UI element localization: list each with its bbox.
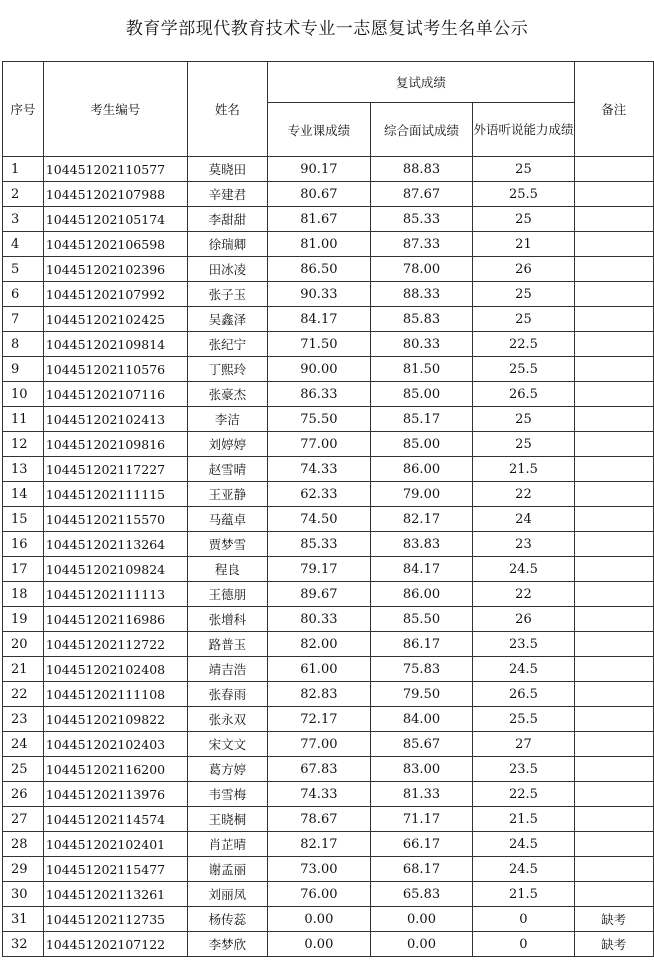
cell-interview-score: 84.17 xyxy=(370,557,473,582)
cell-language-score: 25.5 xyxy=(473,182,574,207)
cell-major-score: 71.50 xyxy=(268,332,371,357)
cell-language-score: 24 xyxy=(473,507,574,532)
cell-language-score: 27 xyxy=(473,732,574,757)
table-row xyxy=(3,357,654,382)
cell-major-score: 75.50 xyxy=(268,407,371,432)
cell-interview-score: 85.50 xyxy=(370,607,473,632)
cell-major-score: 81.00 xyxy=(268,232,371,257)
cell-language-score: 25 xyxy=(473,157,574,182)
cell-interview-score: 80.33 xyxy=(370,332,473,357)
header-no: 序号 xyxy=(3,62,44,157)
cell-interview-score: 71.17 xyxy=(370,807,473,832)
cell-no: 15 xyxy=(3,507,44,532)
cell-language-score: 22.5 xyxy=(473,782,574,807)
candidate-table xyxy=(2,61,654,957)
cell-candidate-id: 104451202102408 xyxy=(43,657,187,682)
cell-name: 张增科 xyxy=(187,607,268,632)
cell-name: 吴鑫泽 xyxy=(187,307,268,332)
cell-no: 25 xyxy=(3,757,44,782)
table-row xyxy=(3,557,654,582)
cell-candidate-id: 104451202111113 xyxy=(43,582,187,607)
cell-no: 1 xyxy=(3,157,44,182)
cell-note xyxy=(574,782,653,807)
cell-no: 3 xyxy=(3,207,44,232)
cell-candidate-id: 104451202111115 xyxy=(43,482,187,507)
table-row xyxy=(3,607,654,632)
cell-language-score: 25.5 xyxy=(473,707,574,732)
cell-no: 22 xyxy=(3,682,44,707)
cell-interview-score: 87.67 xyxy=(370,182,473,207)
table-row xyxy=(3,157,654,182)
cell-language-score: 23 xyxy=(473,532,574,557)
cell-language-score: 25 xyxy=(473,407,574,432)
cell-note xyxy=(574,657,653,682)
cell-interview-score: 87.33 xyxy=(370,232,473,257)
table-row xyxy=(3,807,654,832)
table-row xyxy=(3,882,654,907)
cell-candidate-id: 104451202110576 xyxy=(43,357,187,382)
table-row xyxy=(3,532,654,557)
cell-major-score: 61.00 xyxy=(268,657,371,682)
cell-major-score: 84.17 xyxy=(268,307,371,332)
cell-no: 13 xyxy=(3,457,44,482)
cell-name: 徐瑞卿 xyxy=(187,232,268,257)
cell-major-score: 73.00 xyxy=(268,857,371,882)
header-name: 姓名 xyxy=(187,62,268,157)
table-row xyxy=(3,582,654,607)
cell-major-score: 0.00 xyxy=(268,907,371,932)
cell-no: 18 xyxy=(3,582,44,607)
header-group: 复试成绩 xyxy=(268,62,574,103)
cell-major-score: 80.33 xyxy=(268,607,371,632)
table-row xyxy=(3,832,654,857)
table-row xyxy=(3,332,654,357)
cell-interview-score: 82.17 xyxy=(370,507,473,532)
cell-no: 23 xyxy=(3,707,44,732)
cell-no: 12 xyxy=(3,432,44,457)
cell-major-score: 81.67 xyxy=(268,207,371,232)
table-row xyxy=(3,282,654,307)
cell-major-score: 82.00 xyxy=(268,632,371,657)
cell-name: 田冰凌 xyxy=(187,257,268,282)
cell-candidate-id: 104451202115477 xyxy=(43,857,187,882)
cell-no: 19 xyxy=(3,607,44,632)
cell-note xyxy=(574,557,653,582)
cell-candidate-id: 104451202102403 xyxy=(43,732,187,757)
cell-note xyxy=(574,832,653,857)
cell-language-score: 25 xyxy=(473,207,574,232)
cell-note xyxy=(574,732,653,757)
cell-note: 缺考 xyxy=(574,907,653,932)
cell-name: 路普玉 xyxy=(187,632,268,657)
cell-note xyxy=(574,632,653,657)
cell-language-score: 21.5 xyxy=(473,882,574,907)
cell-interview-score: 85.00 xyxy=(370,382,473,407)
cell-candidate-id: 104451202113264 xyxy=(43,532,187,557)
table-row xyxy=(3,507,654,532)
table-row xyxy=(3,932,654,957)
cell-name: 程良 xyxy=(187,557,268,582)
cell-name: 张永双 xyxy=(187,707,268,732)
cell-no: 26 xyxy=(3,782,44,807)
cell-no: 27 xyxy=(3,807,44,832)
cell-note xyxy=(574,482,653,507)
cell-language-score: 22 xyxy=(473,582,574,607)
cell-candidate-id: 104451202110577 xyxy=(43,157,187,182)
table-row xyxy=(3,407,654,432)
cell-name: 李梦欣 xyxy=(187,932,268,957)
cell-note xyxy=(574,532,653,557)
cell-language-score: 21.5 xyxy=(473,807,574,832)
cell-no: 21 xyxy=(3,657,44,682)
cell-name: 李洁 xyxy=(187,407,268,432)
cell-name: 谢孟丽 xyxy=(187,857,268,882)
cell-no: 14 xyxy=(3,482,44,507)
cell-interview-score: 86.00 xyxy=(370,582,473,607)
cell-name: 刘丽凤 xyxy=(187,882,268,907)
cell-language-score: 26 xyxy=(473,257,574,282)
cell-language-score: 26.5 xyxy=(473,682,574,707)
table-row xyxy=(3,432,654,457)
cell-language-score: 22.5 xyxy=(473,332,574,357)
cell-language-score: 25 xyxy=(473,307,574,332)
cell-major-score: 0.00 xyxy=(268,932,371,957)
cell-no: 24 xyxy=(3,732,44,757)
cell-no: 28 xyxy=(3,832,44,857)
cell-note xyxy=(574,307,653,332)
cell-interview-score: 0.00 xyxy=(370,907,473,932)
cell-name: 李甜甜 xyxy=(187,207,268,232)
cell-no: 8 xyxy=(3,332,44,357)
table-row xyxy=(3,182,654,207)
cell-language-score: 21 xyxy=(473,232,574,257)
cell-candidate-id: 104451202111108 xyxy=(43,682,187,707)
cell-language-score: 23.5 xyxy=(473,757,574,782)
table-row xyxy=(3,632,654,657)
cell-note xyxy=(574,157,653,182)
cell-language-score: 25 xyxy=(473,282,574,307)
cell-name: 张豪杰 xyxy=(187,382,268,407)
cell-major-score: 86.50 xyxy=(268,257,371,282)
cell-interview-score: 81.33 xyxy=(370,782,473,807)
cell-major-score: 77.00 xyxy=(268,732,371,757)
cell-note xyxy=(574,182,653,207)
cell-candidate-id: 104451202109822 xyxy=(43,707,187,732)
cell-candidate-id: 104451202102413 xyxy=(43,407,187,432)
cell-major-score: 77.00 xyxy=(268,432,371,457)
table-row xyxy=(3,857,654,882)
header-language: 外语听说能力成绩 xyxy=(473,103,574,157)
cell-interview-score: 68.17 xyxy=(370,857,473,882)
cell-interview-score: 86.17 xyxy=(370,632,473,657)
cell-candidate-id: 104451202115570 xyxy=(43,507,187,532)
cell-name: 张子玉 xyxy=(187,282,268,307)
table-row xyxy=(3,232,654,257)
table-row xyxy=(3,657,654,682)
cell-name: 肖芷晴 xyxy=(187,832,268,857)
cell-name: 张春雨 xyxy=(187,682,268,707)
cell-interview-score: 79.00 xyxy=(370,482,473,507)
cell-name: 靖吉浩 xyxy=(187,657,268,682)
cell-note xyxy=(574,432,653,457)
table-row xyxy=(3,457,654,482)
header-note: 备注 xyxy=(574,62,653,157)
cell-no: 4 xyxy=(3,232,44,257)
cell-major-score: 74.33 xyxy=(268,782,371,807)
cell-major-score: 67.83 xyxy=(268,757,371,782)
cell-language-score: 21.5 xyxy=(473,457,574,482)
cell-interview-score: 66.17 xyxy=(370,832,473,857)
table-row xyxy=(3,207,654,232)
cell-candidate-id: 104451202105174 xyxy=(43,207,187,232)
cell-major-score: 79.17 xyxy=(268,557,371,582)
cell-no: 16 xyxy=(3,532,44,557)
cell-note xyxy=(574,407,653,432)
cell-major-score: 72.17 xyxy=(268,707,371,732)
cell-interview-score: 85.33 xyxy=(370,207,473,232)
cell-candidate-id: 104451202102425 xyxy=(43,307,187,332)
cell-name: 杨传蕊 xyxy=(187,907,268,932)
cell-major-score: 82.17 xyxy=(268,832,371,857)
cell-name: 宋文文 xyxy=(187,732,268,757)
cell-interview-score: 75.83 xyxy=(370,657,473,682)
cell-candidate-id: 104451202116986 xyxy=(43,607,187,632)
cell-note xyxy=(574,582,653,607)
cell-candidate-id: 104451202102401 xyxy=(43,832,187,857)
table-row xyxy=(3,482,654,507)
cell-no: 30 xyxy=(3,882,44,907)
cell-note xyxy=(574,682,653,707)
cell-interview-score: 88.83 xyxy=(370,157,473,182)
cell-note xyxy=(574,607,653,632)
table-row xyxy=(3,307,654,332)
cell-interview-score: 78.00 xyxy=(370,257,473,282)
cell-name: 张纪宁 xyxy=(187,332,268,357)
cell-language-score: 26.5 xyxy=(473,382,574,407)
cell-candidate-id: 104451202102396 xyxy=(43,257,187,282)
cell-language-score: 0 xyxy=(473,907,574,932)
cell-language-score: 23.5 xyxy=(473,632,574,657)
cell-major-score: 74.50 xyxy=(268,507,371,532)
table-row xyxy=(3,732,654,757)
cell-no: 10 xyxy=(3,382,44,407)
table-row xyxy=(3,782,654,807)
table-body xyxy=(3,157,654,957)
header-major: 专业课成绩 xyxy=(268,103,371,157)
cell-no: 6 xyxy=(3,282,44,307)
cell-no: 7 xyxy=(3,307,44,332)
cell-candidate-id: 104451202117227 xyxy=(43,457,187,482)
cell-candidate-id: 104451202109816 xyxy=(43,432,187,457)
table-row xyxy=(3,707,654,732)
cell-language-score: 24.5 xyxy=(473,657,574,682)
cell-note xyxy=(574,807,653,832)
cell-interview-score: 85.67 xyxy=(370,732,473,757)
cell-note xyxy=(574,232,653,257)
cell-major-score: 90.33 xyxy=(268,282,371,307)
cell-note xyxy=(574,507,653,532)
cell-major-score: 80.67 xyxy=(268,182,371,207)
cell-note: 缺考 xyxy=(574,932,653,957)
cell-language-score: 24.5 xyxy=(473,832,574,857)
cell-no: 9 xyxy=(3,357,44,382)
cell-candidate-id: 104451202113976 xyxy=(43,782,187,807)
cell-candidate-id: 104451202109814 xyxy=(43,332,187,357)
cell-candidate-id: 104451202113261 xyxy=(43,882,187,907)
cell-candidate-id: 104451202106598 xyxy=(43,232,187,257)
cell-interview-score: 81.50 xyxy=(370,357,473,382)
cell-no: 5 xyxy=(3,257,44,282)
cell-name: 王亚静 xyxy=(187,482,268,507)
cell-major-score: 85.33 xyxy=(268,532,371,557)
cell-note xyxy=(574,757,653,782)
cell-interview-score: 65.83 xyxy=(370,882,473,907)
cell-no: 32 xyxy=(3,932,44,957)
cell-candidate-id: 104451202112722 xyxy=(43,632,187,657)
cell-note xyxy=(574,882,653,907)
cell-note xyxy=(574,857,653,882)
cell-interview-score: 85.83 xyxy=(370,307,473,332)
cell-major-score: 76.00 xyxy=(268,882,371,907)
cell-name: 贾梦雪 xyxy=(187,532,268,557)
cell-major-score: 90.00 xyxy=(268,357,371,382)
cell-major-score: 89.67 xyxy=(268,582,371,607)
cell-candidate-id: 104451202109824 xyxy=(43,557,187,582)
table-row xyxy=(3,382,654,407)
cell-name: 王德朋 xyxy=(187,582,268,607)
cell-note xyxy=(574,332,653,357)
cell-name: 葛方婷 xyxy=(187,757,268,782)
cell-language-score: 24.5 xyxy=(473,857,574,882)
cell-major-score: 62.33 xyxy=(268,482,371,507)
cell-note xyxy=(574,282,653,307)
cell-language-score: 25 xyxy=(473,432,574,457)
cell-name: 韦雪梅 xyxy=(187,782,268,807)
cell-major-score: 74.33 xyxy=(268,457,371,482)
cell-note xyxy=(574,357,653,382)
cell-interview-score: 83.00 xyxy=(370,757,473,782)
cell-candidate-id: 104451202107988 xyxy=(43,182,187,207)
cell-candidate-id: 104451202107992 xyxy=(43,282,187,307)
cell-no: 31 xyxy=(3,907,44,932)
cell-language-score: 26 xyxy=(473,607,574,632)
cell-name: 刘婷婷 xyxy=(187,432,268,457)
cell-interview-score: 83.83 xyxy=(370,532,473,557)
cell-candidate-id: 104451202112735 xyxy=(43,907,187,932)
cell-name: 马蕴卓 xyxy=(187,507,268,532)
cell-candidate-id: 104451202107122 xyxy=(43,932,187,957)
cell-major-score: 78.67 xyxy=(268,807,371,832)
cell-name: 王晓桐 xyxy=(187,807,268,832)
cell-name: 丁熙玲 xyxy=(187,357,268,382)
cell-note xyxy=(574,257,653,282)
cell-note xyxy=(574,457,653,482)
page-title: 教育学部现代教育技术专业一志愿复试考生名单公示 xyxy=(125,19,529,39)
cell-name: 赵雪晴 xyxy=(187,457,268,482)
cell-language-score: 24.5 xyxy=(473,557,574,582)
cell-note xyxy=(574,382,653,407)
table-row xyxy=(3,757,654,782)
cell-language-score: 25.5 xyxy=(473,357,574,382)
cell-interview-score: 79.50 xyxy=(370,682,473,707)
cell-no: 11 xyxy=(3,407,44,432)
cell-major-score: 82.83 xyxy=(268,682,371,707)
cell-no: 17 xyxy=(3,557,44,582)
cell-candidate-id: 104451202114574 xyxy=(43,807,187,832)
table-row xyxy=(3,257,654,282)
cell-note xyxy=(574,707,653,732)
cell-interview-score: 88.33 xyxy=(370,282,473,307)
cell-candidate-id: 104451202116200 xyxy=(43,757,187,782)
cell-interview-score: 0.00 xyxy=(370,932,473,957)
cell-interview-score: 86.00 xyxy=(370,457,473,482)
table-row xyxy=(3,682,654,707)
cell-note xyxy=(574,207,653,232)
header-interview: 综合面试成绩 xyxy=(370,103,473,157)
cell-interview-score: 84.00 xyxy=(370,707,473,732)
cell-no: 2 xyxy=(3,182,44,207)
cell-language-score: 22 xyxy=(473,482,574,507)
cell-no: 29 xyxy=(3,857,44,882)
cell-no: 20 xyxy=(3,632,44,657)
cell-interview-score: 85.17 xyxy=(370,407,473,432)
cell-candidate-id: 104451202107116 xyxy=(43,382,187,407)
cell-interview-score: 85.00 xyxy=(370,432,473,457)
cell-name: 辛建君 xyxy=(187,182,268,207)
cell-name: 莫晓田 xyxy=(187,157,268,182)
cell-language-score: 0 xyxy=(473,932,574,957)
header-id: 考生编号 xyxy=(43,62,187,157)
cell-major-score: 86.33 xyxy=(268,382,371,407)
table-row xyxy=(3,907,654,932)
cell-major-score: 90.17 xyxy=(268,157,371,182)
